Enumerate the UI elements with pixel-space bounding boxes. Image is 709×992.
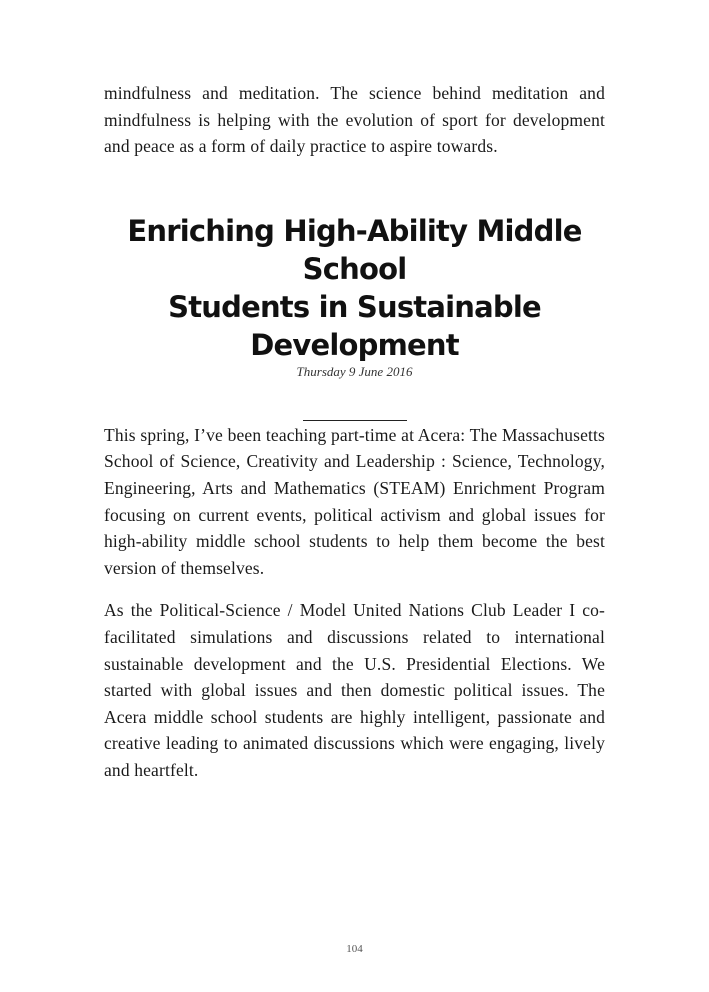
page-content — [104, 80, 605, 784]
article-paragraph-2: As the Political-Science / Model United Nations Club Leader I co-facilitated simulations and discussions related to international sustainable development and the U.S. Presidential Elections. We started with global issues and then domestic political issues. The Acera middle school students are highly intelligent, passionate and creative leading to animated discussions which were engaging, lively and heartfelt. — [104, 600, 605, 780]
article-paragraph-1: This spring, I’ve been teaching part-time at Acera: The Massachusetts School of Science, Creativity and Leadership : Science, Technology, Engineering, Arts and Mathematics (STEAM) Enrichment Program focusing on current events, political activism and global issues for high-ability middle school students to help them become the best version of themselves. — [104, 424, 605, 578]
article-title-line-2: Students in Sustainable Development — [168, 289, 541, 362]
page-number: 104 — [346, 943, 363, 955]
continuation-paragraph: mindfulness and meditation. The science behind meditation and mindfulness is helping with the evolution of sport for development and peace as a form of daily practice to aspire towards. — [104, 83, 605, 157]
article-date: Thursday 9 June 2016 — [296, 363, 413, 379]
article-title — [104, 212, 605, 364]
article-title-line-1: Enriching High-Ability Middle School — [127, 213, 582, 286]
separator-line — [104, 398, 605, 422]
